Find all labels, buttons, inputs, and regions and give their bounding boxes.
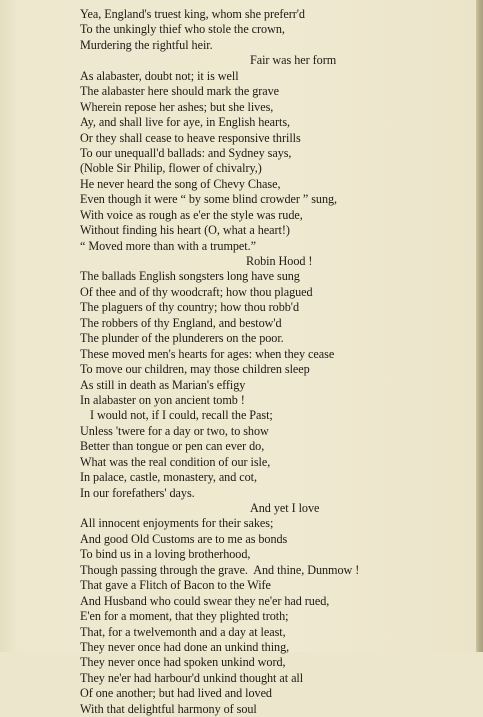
poem-line: Or they shall cease to heave responsive thrills [80, 130, 301, 145]
poem-line: Ay, and shall live for aye, in English hearts, [80, 115, 291, 130]
poem-line: That, for a twelvemonth and a day at least, [80, 624, 286, 639]
poem-line: Even though it were “ by some blind crowder ” sung, [80, 192, 338, 207]
poem-line: Wherein repose her ashes; but she lives, [80, 99, 274, 114]
poem-line: In our forefathers' days. [80, 485, 195, 500]
poem-line: To the unkingly thief who stole the crown, [80, 22, 285, 37]
poem-line: Murdering the rightful heir. [80, 37, 213, 52]
poem-line: With that delightful harmony of soul [80, 701, 257, 716]
poem-line: E'en for a moment, that they plighted troth; [80, 609, 289, 624]
poem-line: The alabaster here should mark the grave [80, 84, 280, 99]
poem-line: Of thee and of thy woodcraft; how thou plagued [80, 284, 313, 299]
poem-line: Yea, England's truest king, whom she preferr'd [80, 7, 305, 21]
poem-line: And Husband who could swear they ne'er had rued, [80, 593, 330, 608]
poem-line: As alabaster, doubt not; it is well [80, 68, 239, 83]
poem-line: In palace, castle, monastery, and cot, [80, 470, 257, 485]
poem-text [80, 7, 480, 717]
poem-line: Of one another; but had lived and loved [80, 686, 272, 701]
poem-line: Unless 'twere for a day or two, to show [80, 423, 269, 438]
poem-line: With voice as rough as e'er the style was rude, [80, 207, 303, 222]
poem-line: All innocent enjoyments for their sakes; [80, 516, 274, 531]
poem-line: Though passing through the grave. And thine, Dunmow ! [80, 562, 360, 577]
poem-line: He never heard the song of Chevy Chase, [80, 176, 281, 191]
page-edge [476, 0, 483, 652]
poem-line: “ Moved more than with a trumpet.” [80, 238, 256, 253]
poem-line: And yet I love [250, 501, 320, 515]
poem-line: Robin Hood ! [246, 254, 313, 268]
poem-line: The plunder of the plunderers on the poor. [80, 331, 284, 346]
poem-line: That gave a Flitch of Bacon to the Wife [80, 578, 271, 593]
poem-line: The plaguers of thy country; how thou robb'd [80, 300, 299, 315]
poem-line: What was the real condition of our isle, [80, 454, 271, 469]
poem-line: The ballads English songsters long have sung [80, 269, 300, 284]
poem-line: They ne'er had harbour'd unkind thought at all [80, 670, 304, 685]
poem-line: The robbers of thy England, and bestow'd [80, 315, 282, 330]
poem-line: To move our children, may those children sleep [80, 362, 310, 377]
poem-line: They never once had done an unkind thing, [80, 639, 290, 654]
poem-line: To our unequall'd ballads: and Sydney says, [80, 145, 292, 160]
poem-line: And good Old Customs are to me as bonds [80, 531, 288, 546]
poem-line: (Noble Sir Philip, flower of chivalry,) [80, 161, 262, 176]
poem-line: I would not, if I could, recall the Past; [90, 408, 273, 423]
poem-line: Fair was her form [250, 53, 337, 68]
poem-line: In alabaster on yon ancient tomb ! [80, 392, 245, 407]
poem-line: As still in death as Marian's effigy [80, 377, 246, 392]
poem-line: They never once had spoken unkind word, [80, 655, 286, 670]
poem-line: To bind us in a loving brotherhood, [80, 547, 251, 562]
poem-line: Without finding his heart (O, what a heart!) [80, 223, 290, 238]
poem-line: Better than tongue or pen can ever do, [80, 439, 265, 454]
poem-line: These moved men's hearts for ages: when they cease [80, 346, 335, 361]
